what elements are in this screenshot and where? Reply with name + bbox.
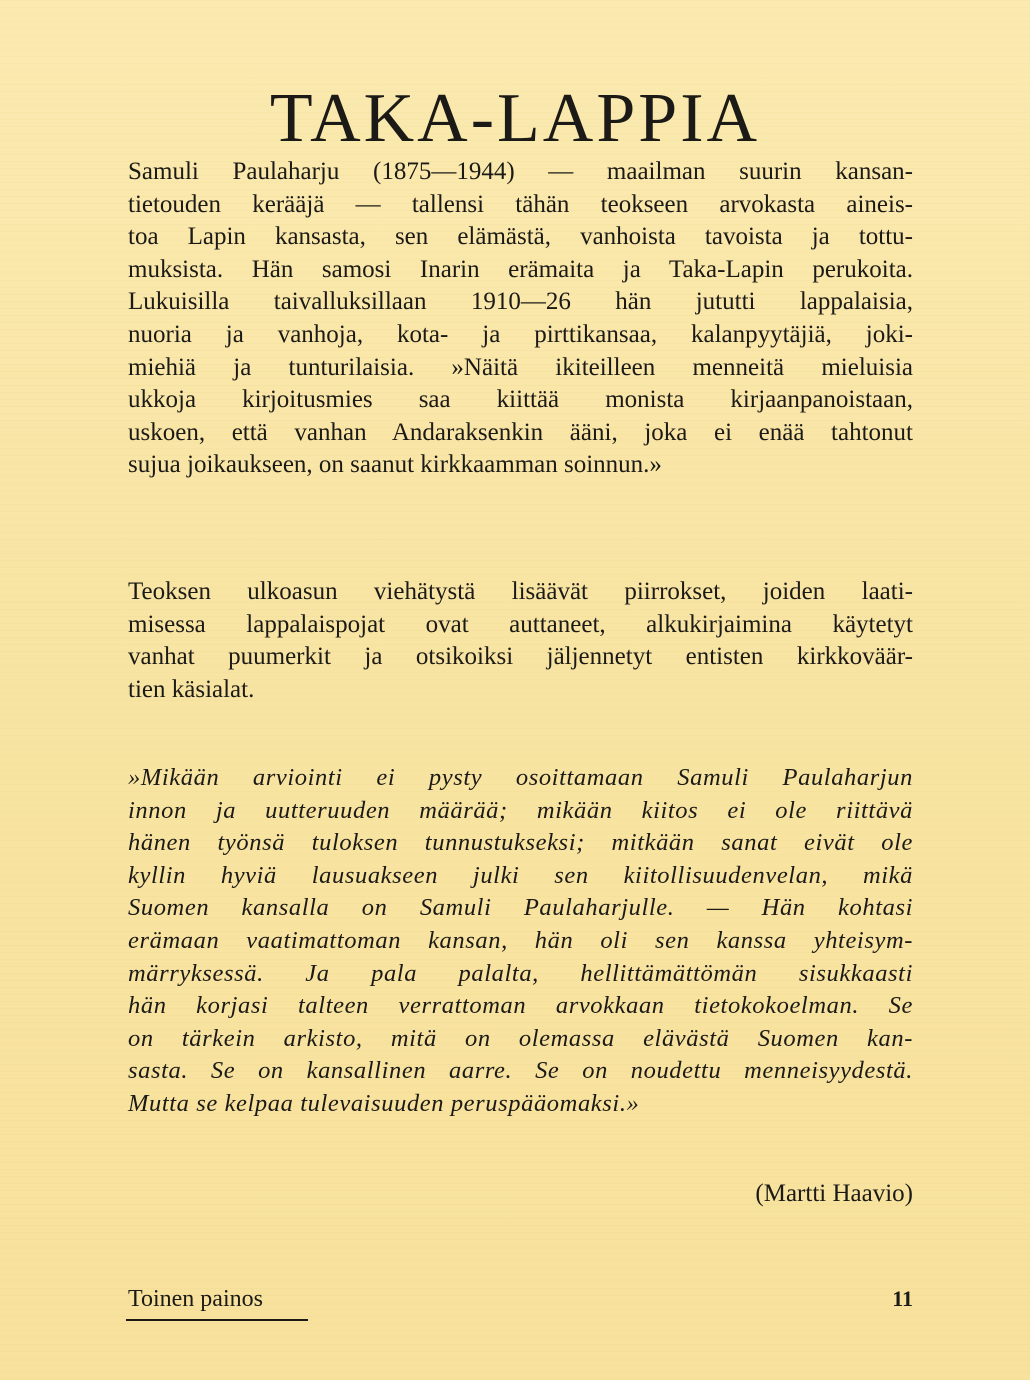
quote-line: märryksessä. Ja pala palalta, hellittämättömän sisukkaasti xyxy=(128,959,913,987)
text-line: nuoria ja vanhoja, kota- ja pirttikansaa, kalanpyytäjiä, joki- xyxy=(128,320,913,348)
quote-author: (Martti Haavio) xyxy=(755,1180,913,1207)
text-line: Lukuisilla taivalluksillaan 1910—26 hän jututti lappalaisia, xyxy=(128,288,913,316)
text-line: tietouden kerääjä — tallensi tähän teokseen arvokasta aineis- xyxy=(128,190,913,218)
page-number: 11 xyxy=(892,1286,913,1311)
intro-paragraph xyxy=(128,156,913,482)
design-paragraph xyxy=(128,576,913,706)
text-line: vanhat puumerkit ja otsikoiksi jäljennetyt entisten kirkkoväär- xyxy=(128,643,913,671)
quote-line: sasta. Se on kansallinen aarre. Se on noudettu menneisyydestä. xyxy=(128,1057,913,1085)
text-line: miehiä ja tunturilaisia. »Näitä ikiteilleen menneitä mieluisia xyxy=(128,353,913,381)
quote-line: hän korjasi talteen verrattoman arvokkaan tietokokoelman. Se xyxy=(128,992,913,1020)
quote-line: Mutta se kelpaa tulevaisuuden peruspääomaksi.» xyxy=(128,1089,640,1117)
text-line: Samuli Paulaharju (1875—1944) — maailman suurin kansan- xyxy=(128,158,913,185)
text-line: tien käsialat. xyxy=(128,675,255,703)
text-line: muksista. Hän samosi Inarin erämaita ja Taka-Lapin perukoita. xyxy=(128,255,913,283)
page-title: TAKA-LAPPIA xyxy=(269,79,761,157)
text-line: misessa lappalaispojat ovat auttaneet, alkukirjaimina käytetyt xyxy=(128,610,913,638)
quote-line: hänen työnsä tuloksen tunnustukseksi; mitkään sanat eivät ole xyxy=(128,829,913,857)
quote-line: kyllin hyviä lausuakseen julki sen kiitollisuudenvelan, mikä xyxy=(128,861,913,889)
edition-label: Toinen painos xyxy=(128,1286,263,1312)
quote-block xyxy=(128,762,913,1121)
text-line: Teoksen ulkoasun viehätystä lisäävät piirrokset, joiden laati- xyxy=(128,578,913,605)
quote-line: »Mikään arviointi ei pysty osoittamaan Samuli Paulaharjun xyxy=(128,764,913,791)
text-line: uskoen, että vanhan Andaraksenkin ääni, joka ei enää tahtonut xyxy=(128,418,913,446)
text-line: toa Lapin kansasta, sen elämästä, vanhoista tavoista ja tottu- xyxy=(128,223,913,251)
quote-line: erämaan vaatimattoman kansan, hän oli sen kanssa yhteisym- xyxy=(128,926,913,954)
quote-line: innon ja uutteruuden määrää; mikään kiitos ei ole riittävä xyxy=(128,796,913,824)
quote-line: Suomen kansalla on Samuli Paulaharjulle. — Hän kohtasi xyxy=(128,894,913,922)
text-line: ukkoja kirjoitusmies saa kiittää monista kirjaanpanoistaan, xyxy=(128,386,913,414)
quote-line: on tärkein arkisto, mitä on olemassa elävästä Suomen kan- xyxy=(128,1024,913,1052)
text-line: sujua joikaukseen, on saanut kirkkaamman soinnun.» xyxy=(128,451,662,479)
edition-underline xyxy=(126,1319,308,1321)
